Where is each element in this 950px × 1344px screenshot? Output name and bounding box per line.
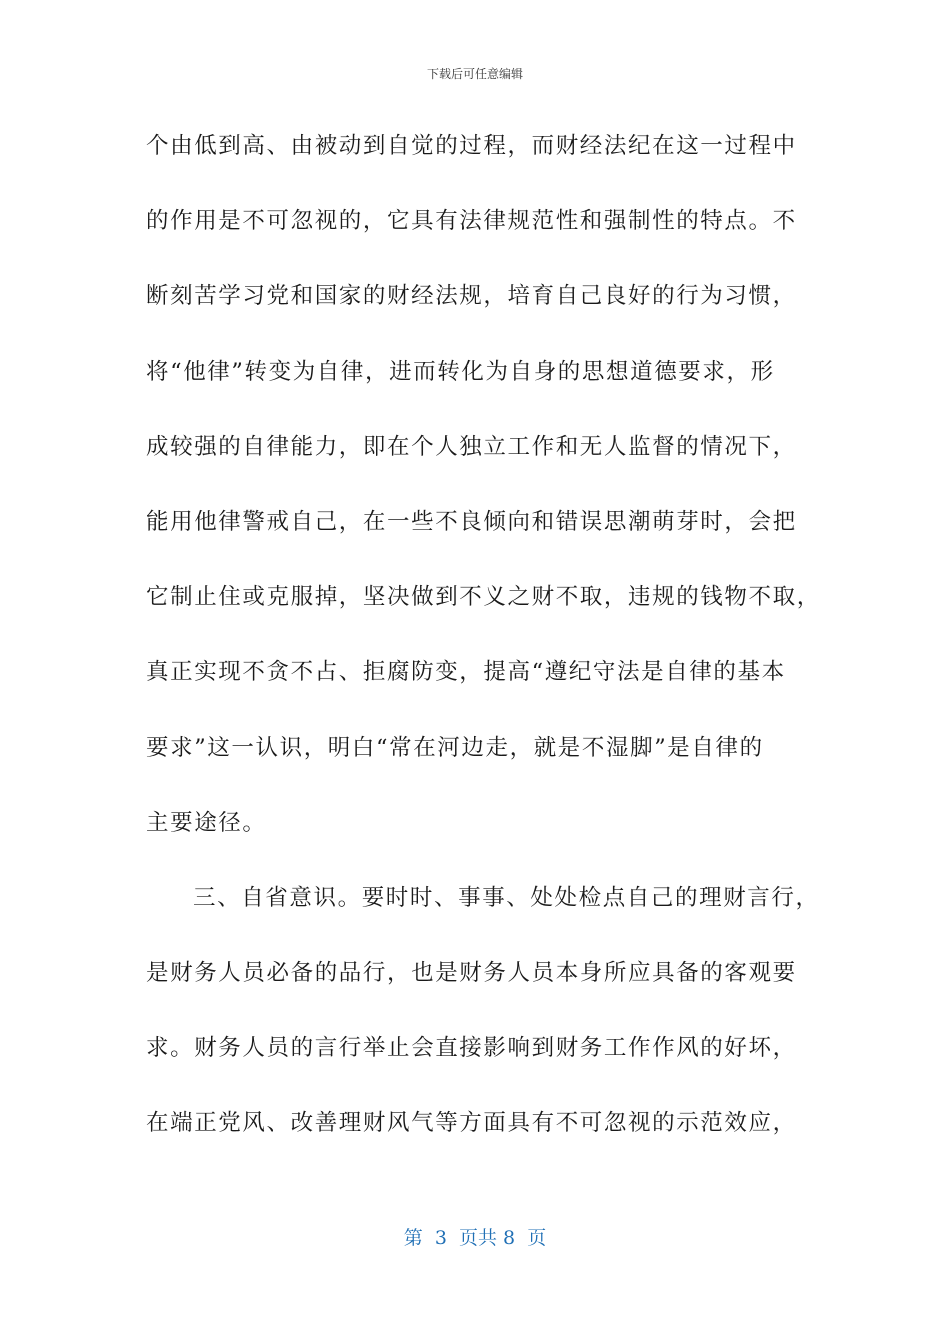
body-line: 的作用是不可忽视的，它具有法律规范性和强制性的特点。不 [146, 208, 797, 235]
body-line: 求。财务人员的言行举止会直接影响到财务工作作风的好坏， [146, 1035, 797, 1062]
body-line: 在端正党风、改善理财风气等方面具有不可忽视的示范效应， [146, 1110, 797, 1137]
body-line: 它制止住或克服掉，坚决做到不义之财不取，违规的钱物不取， [146, 584, 821, 611]
body-line: 成较强的自律能力，即在个人独立工作和无人监督的情况下， [146, 433, 797, 460]
body-line: 要求”这一认识，明白“常在河边走，就是不湿脚”是自律的 [146, 734, 764, 761]
document-body [146, 121, 821, 1174]
body-line: 将“他律”转变为自律，进而转化为自身的思想道德要求，形 [146, 358, 775, 385]
body-line: 个由低到高、由被动到自觉的过程，而财经法纪在这一过程中 [146, 133, 797, 159]
body-line: 是财务人员必备的品行，也是财务人员本身所应具备的客观要 [146, 960, 797, 987]
page-header-note: 下载后可任意编辑 [426, 67, 523, 81]
section-heading-line: 三、自省意识。要时时、事事、处处检点自己的理财言行， [193, 884, 820, 911]
body-line: 主要途径。 [146, 809, 267, 836]
body-line: 能用他律警戒自己，在一些不良倾向和错误思潮萌芽时，会把 [146, 508, 797, 535]
body-line: 真正实现不贪不占、拒腐防变，提高“遵纪守法是自律的基本 [146, 659, 786, 686]
body-line: 断刻苦学习党和国家的财经法规，培育自己良好的行为习惯， [146, 283, 797, 310]
page-number-footer: 第 3 页共 8 页 [403, 1227, 547, 1249]
